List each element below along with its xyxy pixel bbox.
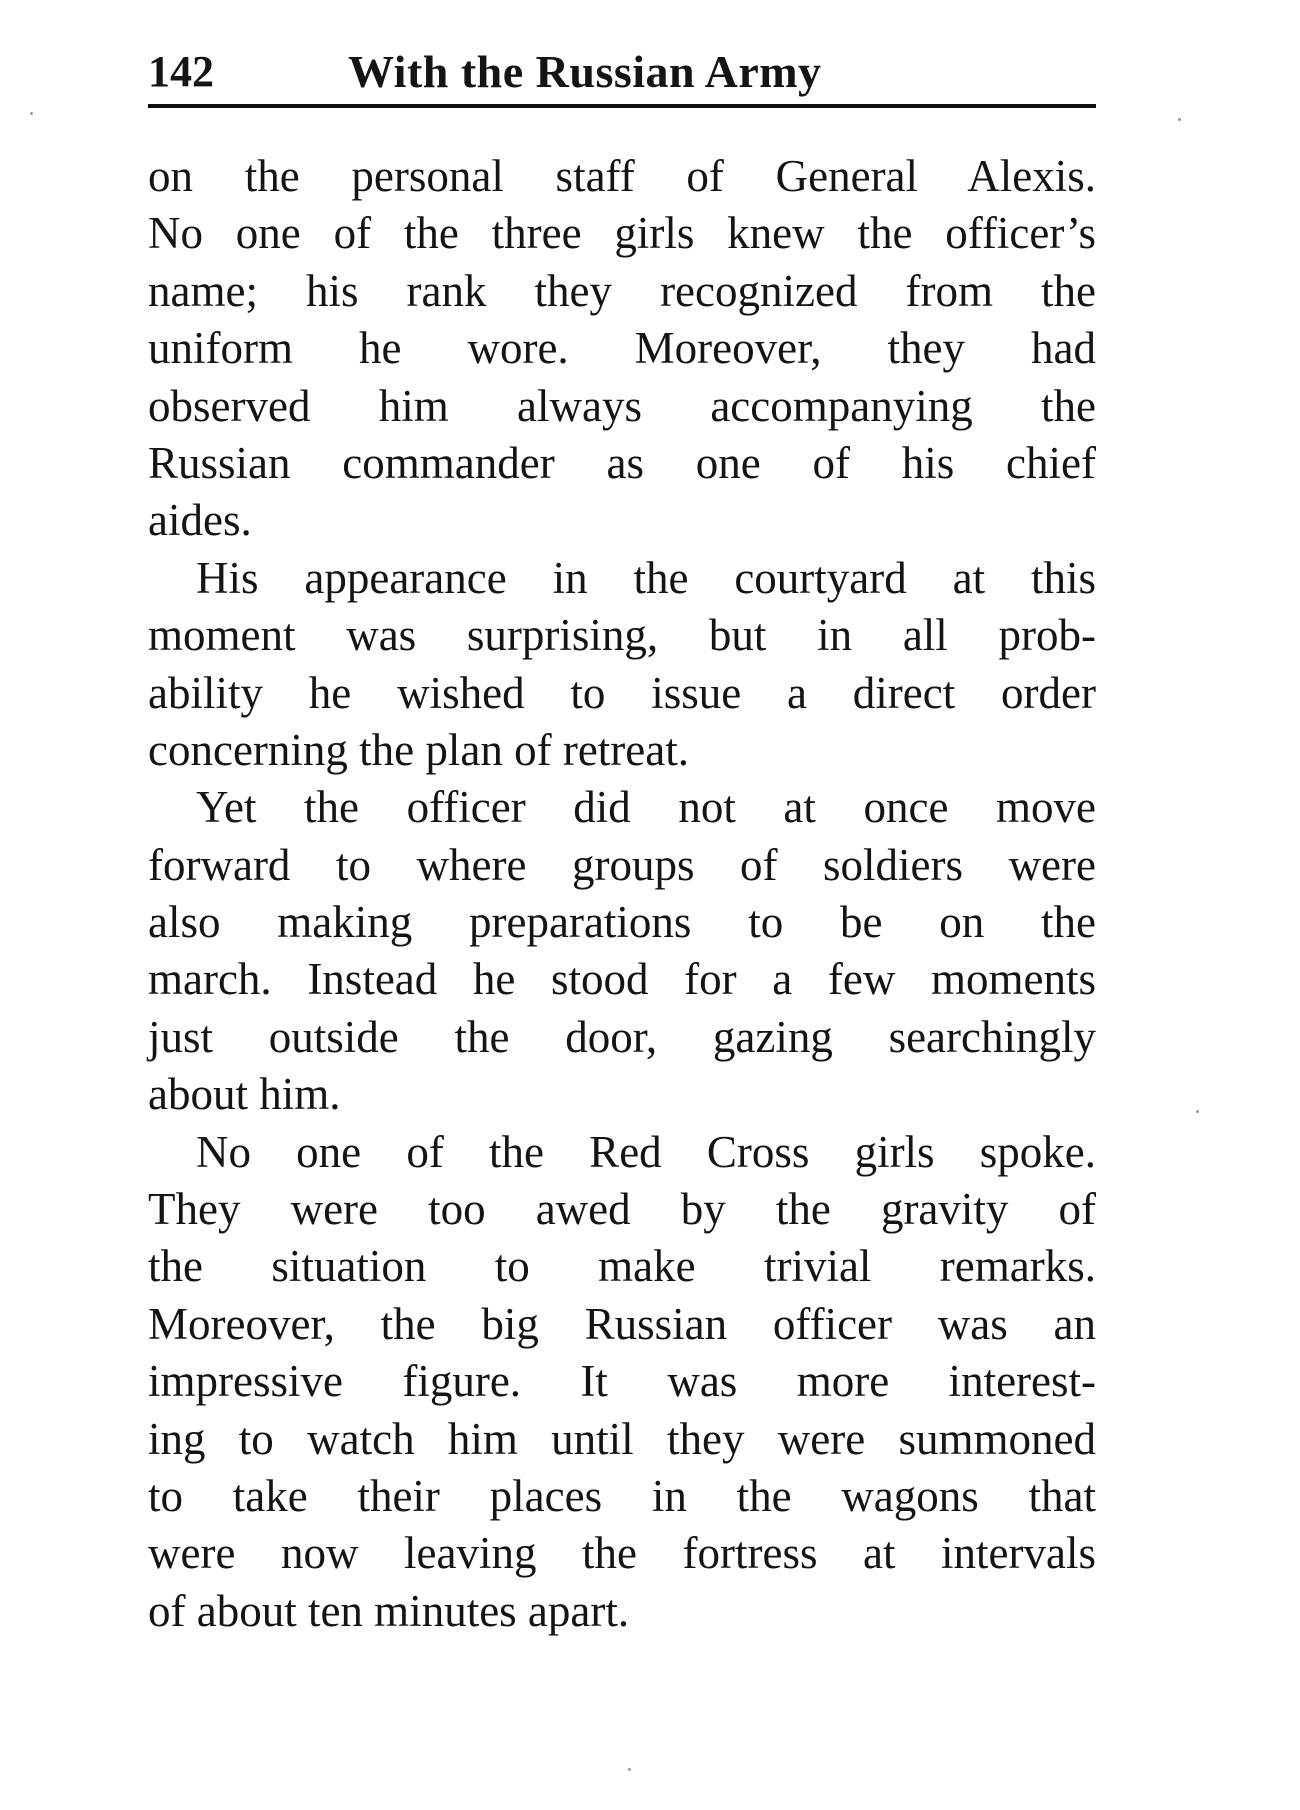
text-line: They were too awed by the gravity of xyxy=(148,1184,1096,1235)
text-line: ing to watch him until they were summoned xyxy=(148,1413,1096,1464)
text-line: also making preparations to be on the xyxy=(148,897,1096,948)
running-title: With the Russian Army xyxy=(348,46,822,97)
paper-speck xyxy=(30,112,33,115)
text-line: moment was surprising, but in all prob- xyxy=(148,610,1096,661)
text-line: Moreover, the big Russian officer was an xyxy=(148,1298,1096,1349)
text-line: march. Instead he stood for a few moments xyxy=(148,954,1096,1005)
paper-speck xyxy=(1178,118,1181,121)
text-line: No one of the three girls knew the officer’s xyxy=(148,208,1096,259)
text-line: about him. xyxy=(148,1069,341,1120)
text-line: No one of the Red Cross girls spoke. xyxy=(196,1126,1096,1177)
body-text xyxy=(148,148,1096,1640)
text-line: were now leaving the fortress at intervals xyxy=(148,1528,1096,1579)
text-line: ability he wished to issue a direct order xyxy=(148,667,1096,718)
text-line: concerning the plan of retreat. xyxy=(148,724,689,775)
text-line: aides. xyxy=(148,495,252,546)
text-line: observed him always accompanying the xyxy=(148,380,1096,431)
text-line: name; his rank they recognized from the xyxy=(148,265,1096,316)
text-line: of about ten minutes apart. xyxy=(148,1585,630,1636)
text-line: just outside the door, gazing searchingly xyxy=(148,1011,1096,1062)
text-line: uniform he wore. Moreover, they had xyxy=(148,323,1096,374)
page-number: 142 xyxy=(148,47,214,96)
text-line: forward to where groups of soldiers were xyxy=(148,839,1096,890)
text-line: on the personal staff of General Alexis. xyxy=(148,151,1096,201)
text-line: impressive figure. It was more interest- xyxy=(148,1356,1096,1407)
paper-speck xyxy=(1196,1110,1199,1113)
text-line: Yet the officer did not at once move xyxy=(196,782,1096,833)
paper-speck xyxy=(628,1768,631,1771)
header-rule xyxy=(148,104,1096,108)
text-line: His appearance in the courtyard at this xyxy=(196,552,1096,603)
text-line: the situation to make trivial remarks. xyxy=(148,1241,1096,1292)
text-line: Russian commander as one of his chief xyxy=(148,437,1096,488)
running-head xyxy=(148,40,1096,106)
text-line: to take their places in the wagons that xyxy=(148,1470,1096,1521)
